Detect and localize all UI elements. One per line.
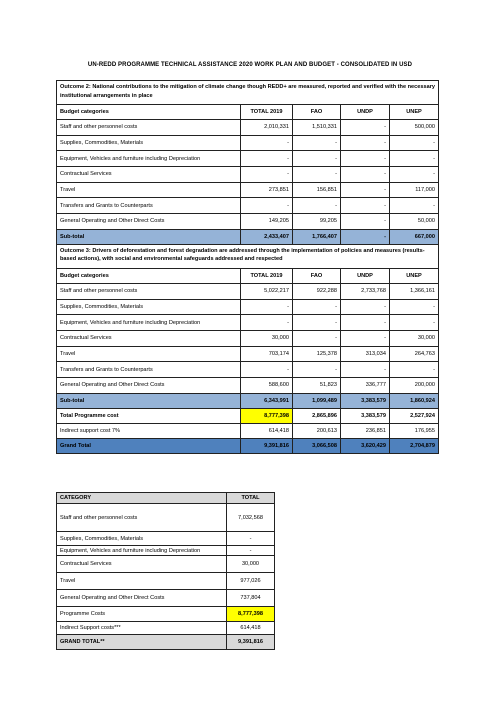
row-value: 2,704,879 <box>390 438 439 453</box>
row-value: - <box>241 151 293 167</box>
row-value: - <box>341 214 390 230</box>
row-value: - <box>341 330 390 346</box>
row-value: - <box>390 167 439 183</box>
row-value: 200,000 <box>390 377 439 393</box>
table-row <box>57 182 439 198</box>
row-value: 236,851 <box>341 423 390 438</box>
row-value: - <box>390 315 439 331</box>
total-programme-row <box>57 408 439 423</box>
column-header: FAO <box>293 105 341 120</box>
outcome3-heading-row <box>57 244 439 268</box>
row-value: 588,600 <box>241 377 293 393</box>
row-label: Sub-total <box>57 229 241 244</box>
row-label: Equipment, Vehicles and furniture including Depreciation <box>57 315 241 331</box>
row-value: 2,010,331 <box>241 120 293 136</box>
row-label: General Operating and Other Direct Costs <box>57 214 241 230</box>
row-value: 977,026 <box>227 573 275 590</box>
row-value: - <box>341 315 390 331</box>
row-value: - <box>293 167 341 183</box>
row-label: Contractual Services <box>57 330 241 346</box>
row-value: - <box>241 362 293 378</box>
column-header: Budget categories <box>57 268 241 283</box>
summary-header-row <box>57 493 275 504</box>
row-value: 3,620,429 <box>341 438 390 453</box>
row-label: Transfers and Grants to Counterparts <box>57 362 241 378</box>
document-title: UN-REDD PROGRAMME TECHNICAL ASSISTANCE 2020 WORK PLAN AND BUDGET - CONSOLIDATED IN USD <box>87 62 413 68</box>
row-value: - <box>293 151 341 167</box>
row-value: - <box>241 315 293 331</box>
row-value: - <box>341 182 390 198</box>
row-value: 737,804 <box>227 590 275 607</box>
row-value: - <box>293 299 341 315</box>
row-value: - <box>227 532 275 546</box>
table-row <box>57 299 439 315</box>
row-value: 922,288 <box>293 283 341 299</box>
column-header: CATEGORY <box>57 493 227 504</box>
indirect-cost-row <box>57 423 439 438</box>
row-value: 51,823 <box>293 377 341 393</box>
outcome-heading: Outcome 3: Drivers of deforestation and forest degradation are addressed through the implementation of policies and measures (results-based actions), with social and environmental safeguards addressed and respected <box>57 244 439 268</box>
row-value: - <box>241 299 293 315</box>
table-row <box>57 377 439 393</box>
row-value: 1,099,489 <box>293 393 341 408</box>
outcome3-subtotal-row <box>57 393 439 408</box>
row-value: - <box>341 120 390 136</box>
row-value: 30,000 <box>390 330 439 346</box>
row-value: 500,000 <box>390 120 439 136</box>
row-label: Transfers and Grants to Counterparts <box>57 198 241 214</box>
row-value: - <box>227 546 275 556</box>
row-label: Supplies, Commodities, Materials <box>57 532 227 546</box>
row-value: 313,034 <box>341 346 390 362</box>
row-value: 50,000 <box>390 214 439 230</box>
table-row <box>57 315 439 331</box>
grand-total-row <box>57 438 439 453</box>
column-header: TOTAL <box>227 493 275 504</box>
row-label: General Operating and Other Direct Costs <box>57 590 227 607</box>
row-label: Equipment, Vehicles and furniture including Depreciation <box>57 546 227 556</box>
row-label: Travel <box>57 573 227 590</box>
table-row <box>57 283 439 299</box>
row-value: 117,000 <box>390 182 439 198</box>
row-value: 3,066,508 <box>293 438 341 453</box>
outcome3-column-header <box>57 268 439 283</box>
row-label: Grand Total <box>57 438 241 453</box>
row-label: Total Programme cost <box>57 408 241 423</box>
row-value: - <box>293 362 341 378</box>
row-value: 149,205 <box>241 214 293 230</box>
row-label: Staff and other personnel costs <box>57 283 241 299</box>
table-row <box>57 120 439 136</box>
row-value: 2,865,896 <box>293 408 341 423</box>
row-value: 667,000 <box>390 229 439 244</box>
row-label: Indirect support cost 7% <box>57 423 241 438</box>
row-value: 2,433,407 <box>241 229 293 244</box>
row-value: - <box>341 151 390 167</box>
row-value: 9,391,816 <box>227 635 275 650</box>
row-value: 5,022,217 <box>241 283 293 299</box>
column-header: TOTAL 2019 <box>241 268 293 283</box>
table-row <box>57 214 439 230</box>
table-row <box>57 362 439 378</box>
row-label: Supplies, Commodities, Materials <box>57 135 241 151</box>
row-value: - <box>341 229 390 244</box>
row-value: 8,777,398 <box>241 408 293 423</box>
row-value: - <box>341 299 390 315</box>
summary-table <box>56 492 275 650</box>
row-value: 273,851 <box>241 182 293 198</box>
row-label: Travel <box>57 346 241 362</box>
table-row <box>57 346 439 362</box>
outcome-heading: Outcome 2: National contributions to the mitigation of climate change though REDD+ are measured, reported and verified with the necessary institutional arrangements in place <box>57 81 439 105</box>
table-row <box>57 546 275 556</box>
row-value: 703,174 <box>241 346 293 362</box>
row-label: Sub-total <box>57 393 241 408</box>
table-row <box>57 198 439 214</box>
row-value: 264,763 <box>390 346 439 362</box>
row-label: Indirect Support costs*** <box>57 622 227 635</box>
row-value: 99,205 <box>293 214 341 230</box>
row-label: Staff and other personnel costs <box>57 120 241 136</box>
row-value: 125,378 <box>293 346 341 362</box>
row-value: - <box>293 315 341 331</box>
row-value: 200,613 <box>293 423 341 438</box>
row-value: - <box>341 167 390 183</box>
table-row <box>57 135 439 151</box>
row-value: 1,766,407 <box>293 229 341 244</box>
row-value: 6,343,991 <box>241 393 293 408</box>
budget-table <box>56 80 439 454</box>
row-label: Programme Costs <box>57 607 227 622</box>
row-value: - <box>390 362 439 378</box>
row-label: Supplies, Commodities, Materials <box>57 299 241 315</box>
column-header: UNEP <box>390 268 439 283</box>
row-value: 30,000 <box>227 556 275 573</box>
row-value: 1,860,924 <box>390 393 439 408</box>
column-header: UNDP <box>341 105 390 120</box>
row-value: - <box>341 135 390 151</box>
row-value: 3,383,579 <box>341 393 390 408</box>
row-label: Contractual Services <box>57 167 241 183</box>
row-value: 2,733,768 <box>341 283 390 299</box>
row-label: Travel <box>57 182 241 198</box>
column-header: Budget categories <box>57 105 241 120</box>
column-header: UNEP <box>390 105 439 120</box>
row-label: General Operating and Other Direct Costs <box>57 377 241 393</box>
table-row <box>57 330 439 346</box>
row-value: - <box>390 151 439 167</box>
outcome2-column-header <box>57 105 439 120</box>
row-value: 8,777,398 <box>227 607 275 622</box>
column-header: UNDP <box>341 268 390 283</box>
row-value: 614,418 <box>227 622 275 635</box>
row-value: 156,851 <box>293 182 341 198</box>
row-value: 336,777 <box>341 377 390 393</box>
row-value: - <box>341 362 390 378</box>
summary-indirect-row <box>57 622 275 635</box>
summary-programme-costs-row <box>57 607 275 622</box>
table-row <box>57 504 275 532</box>
table-row <box>57 573 275 590</box>
table-row <box>57 590 275 607</box>
row-value: - <box>390 198 439 214</box>
outcome2-heading-row <box>57 81 439 105</box>
row-value: 9,391,816 <box>241 438 293 453</box>
column-header: FAO <box>293 268 341 283</box>
row-value: - <box>241 198 293 214</box>
row-value: 7,032,568 <box>227 504 275 532</box>
row-value: 176,955 <box>390 423 439 438</box>
table-row <box>57 167 439 183</box>
summary-grand-total-row <box>57 635 275 650</box>
row-label: Contractual Services <box>57 556 227 573</box>
row-value: - <box>241 135 293 151</box>
row-value: 30,000 <box>241 330 293 346</box>
column-header: TOTAL 2019 <box>241 105 293 120</box>
row-label: Equipment, Vehicles and furniture including Depreciation <box>57 151 241 167</box>
row-value: - <box>293 330 341 346</box>
row-value: 3,383,579 <box>341 408 390 423</box>
row-value: 2,527,924 <box>390 408 439 423</box>
row-value: 1,366,161 <box>390 283 439 299</box>
row-value: - <box>293 135 341 151</box>
row-value: 1,510,331 <box>293 120 341 136</box>
row-value: - <box>241 167 293 183</box>
row-label: GRAND TOTAL** <box>57 635 227 650</box>
outcome2-subtotal-row <box>57 229 439 244</box>
table-row <box>57 532 275 546</box>
row-value: - <box>341 198 390 214</box>
table-row <box>57 151 439 167</box>
row-value: - <box>390 135 439 151</box>
row-value: - <box>390 299 439 315</box>
row-label: Staff and other personnel costs <box>57 504 227 532</box>
table-row <box>57 556 275 573</box>
row-value: - <box>293 198 341 214</box>
row-value: 614,418 <box>241 423 293 438</box>
